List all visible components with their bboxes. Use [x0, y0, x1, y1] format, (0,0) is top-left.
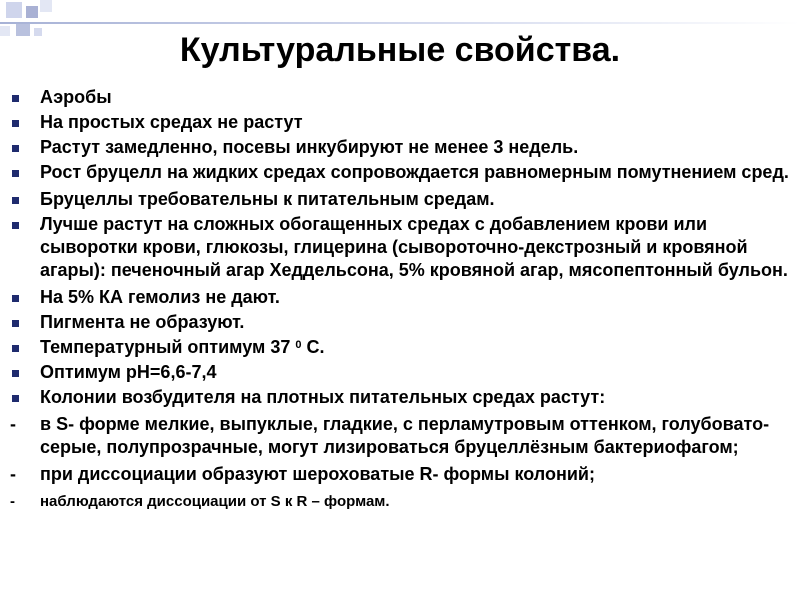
list-item: Лучше растут на сложных обогащенных средах с добавлением крови или сыворотки крови, глюкозы, глицерина (сывороточно-декстрозный и кровяной агары): печеночный агар Хеддельсона, 5% кровяной агар, мясопептонный бульон.: [10, 213, 790, 282]
list-item: Пигмента не образуют.: [10, 311, 790, 334]
square-bullet-icon: [12, 295, 19, 302]
list-item: Аэробы: [10, 86, 790, 109]
list-item: Растут замедленно, посевы инкубируют не менее 3 недель.: [10, 136, 790, 159]
bullet-list: [10, 86, 790, 517]
square-bullet-icon: [12, 120, 19, 127]
dash-item: - в S- форме мелкие, выпуклые, гладкие, с перламутровым оттенком, голубовато-серые, полупрозрачные, могут лизироваться бруцеллёзным бактериофагом;: [10, 414, 770, 457]
list-item: Рост бруцелл на жидких средах сопровождается равномерным помутнением сред.: [10, 161, 790, 184]
header-rule: [0, 22, 800, 24]
square-bullet-icon: [12, 145, 19, 152]
square-bullet-icon: [12, 170, 19, 177]
square-bullet-icon: [12, 345, 19, 352]
square-bullet-icon: [12, 395, 19, 402]
list-item: Температурный оптимум 37 $^0$ С.: [10, 336, 790, 359]
dash-item: - при диссоциации образуют шероховатые R- формы колоний;: [10, 464, 595, 484]
slide-title: Культуральные свойства.: [179, 31, 621, 69]
list-item: На простых средах не растут: [10, 111, 790, 134]
dash-item: - наблюдаются диссоциации от S к R – формам.: [10, 493, 390, 510]
square-bullet-icon: [12, 197, 19, 204]
square-bullet-icon: [12, 222, 19, 229]
list-item: Колонии возбудителя на плотных питательных средах растут:: [10, 386, 790, 409]
list-item: Оптимум рН=6,6-7,4: [10, 361, 790, 384]
square-bullet-icon: [12, 95, 19, 102]
list-item: Бруцеллы требовательны к питательным средам.: [10, 188, 790, 211]
decor-square: [26, 6, 38, 18]
square-bullet-icon: [12, 370, 19, 377]
decor-square: [40, 0, 52, 12]
list-item: На 5% КА гемолиз не дают.: [10, 286, 790, 309]
square-bullet-icon: [12, 320, 19, 327]
decor-square: [6, 2, 22, 18]
